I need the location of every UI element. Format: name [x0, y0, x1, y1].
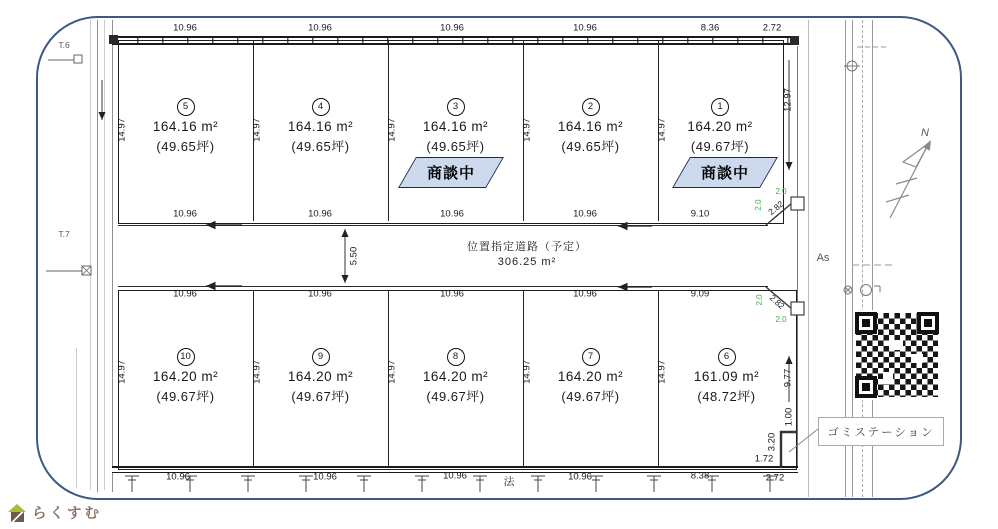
dim-label: 10.96: [440, 208, 464, 220]
dim-label: 8.38: [690, 470, 710, 482]
dim-label: 10.96: [313, 471, 337, 483]
plot-number: 5: [177, 98, 195, 116]
left-road-line: [112, 20, 113, 492]
north-label: N: [921, 127, 929, 139]
dim-label: 10.96: [308, 208, 332, 220]
plot-8: [388, 290, 523, 468]
dim-label: 9.09: [690, 288, 710, 300]
plot-tsubo: (49.67坪): [561, 389, 620, 404]
left-road-line: [90, 20, 91, 490]
dim-label: 2.0: [755, 294, 764, 306]
plot-area: 164.20 m²: [287, 369, 354, 384]
dim-label: 2.72: [762, 22, 782, 34]
right-road-line: [808, 20, 809, 497]
dim-label: 9.77: [782, 368, 794, 388]
dim-label: 14.97: [251, 360, 263, 384]
plot-number: 1: [711, 98, 729, 116]
road-width-dim: 5.50: [348, 246, 360, 266]
plot-tsubo: (49.65坪): [561, 139, 620, 154]
plot-number: 6: [718, 348, 736, 366]
plot-3: [388, 40, 523, 222]
dim-label: 10.96: [568, 471, 592, 483]
left-road-line: [97, 20, 98, 492]
plot-area: 164.16 m²: [557, 119, 624, 134]
dim-label: 2.0: [775, 187, 787, 196]
plot-area: 164.20 m²: [422, 369, 489, 384]
dim-label: 10.96: [173, 288, 197, 300]
negotiating-badge-plot-1: [672, 157, 778, 188]
road-south-edge: [118, 286, 768, 287]
negotiating-badge-plot-3: [398, 157, 504, 188]
dim-label: 2.82: [767, 292, 787, 312]
plot-area: 164.16 m²: [287, 119, 354, 134]
plot-number: 8: [447, 348, 465, 366]
qr-finder-icon: [855, 312, 877, 334]
plot-tsubo: (49.67坪): [690, 139, 750, 154]
plot-tsubo: (49.65坪): [156, 139, 215, 154]
plot-number: 4: [312, 98, 330, 116]
plot-area: 164.20 m²: [687, 119, 753, 134]
dim-label: 10.96: [443, 470, 467, 482]
brand-logo: [8, 502, 102, 523]
dim-label: 10.96: [166, 471, 190, 483]
plot-1: [658, 40, 782, 222]
benchmark-t7-label: T.7: [58, 229, 70, 239]
dim-label: 14.97: [521, 118, 533, 142]
road-surface-label: As: [816, 252, 830, 264]
dim-label: 2.0: [754, 199, 763, 211]
dim-label: 14.97: [251, 118, 263, 142]
left-road-line: [104, 20, 105, 490]
dim-label: 10.96: [440, 22, 464, 34]
dim-label: 14.97: [521, 360, 533, 384]
plot-area: 164.20 m²: [152, 369, 219, 384]
dim-label: 14.97: [386, 360, 398, 384]
road-north-edge: [118, 225, 768, 226]
plot-2: [523, 40, 658, 222]
brand-name: らくすむ: [32, 506, 102, 522]
dim-label: 14.97: [116, 118, 128, 142]
road-area-label: 306.25 m²: [497, 256, 557, 268]
plot-tsubo: (48.72坪): [697, 389, 756, 404]
dim-label: 10.96: [308, 22, 332, 34]
plot-area: 161.09 m²: [693, 369, 760, 384]
dim-label: 14.97: [656, 360, 668, 384]
dim-label: 10.96: [573, 22, 597, 34]
plot-tsubo: (49.67坪): [291, 389, 350, 404]
dim-label: 10.96: [573, 288, 597, 300]
qr-code: [853, 310, 941, 400]
plot-tsubo: (49.67坪): [426, 389, 485, 404]
plot-5: [118, 40, 253, 222]
dim-label: 2.82: [766, 198, 786, 217]
east-boundary-line: [797, 46, 798, 467]
plot-number: 2: [582, 98, 600, 116]
plot-number: 7: [582, 348, 600, 366]
qr-finder-icon: [855, 376, 877, 398]
dim-label: 10.96: [440, 288, 464, 300]
garbage-station-callout: [818, 417, 944, 446]
slope-mark: 法: [503, 476, 515, 488]
left-road-line: [76, 348, 77, 488]
negotiating-label: 商談中: [700, 165, 749, 182]
dim-label: 10.96: [573, 208, 597, 220]
plot-tsubo: (49.65坪): [426, 139, 485, 154]
dim-label: 1.72: [754, 453, 774, 465]
plot-4: [253, 40, 388, 222]
dim-label: 8.36: [700, 22, 720, 34]
plot-tsubo: (49.65坪): [291, 139, 350, 154]
dim-label: 9.10: [690, 208, 710, 220]
dim-label: 12.97: [782, 88, 794, 112]
plot-7: [523, 290, 658, 468]
dim-label: 1.00: [783, 407, 795, 427]
qr-finder-icon: [917, 312, 939, 334]
dim-label: 10.96: [308, 288, 332, 300]
dim-label: 2.0: [775, 315, 787, 324]
dim-label: 3.20: [766, 432, 778, 452]
dim-label: 14.97: [656, 118, 668, 142]
dim-label: 10.96: [173, 208, 197, 220]
negotiating-label: 商談中: [426, 165, 475, 182]
dim-label: 14.97: [116, 360, 128, 384]
plot-number: 9: [312, 348, 330, 366]
plot-number: 3: [447, 98, 465, 116]
road-name-label: 位置指定道路（予定）: [467, 241, 587, 253]
garbage-station-label: ゴミステーション: [827, 426, 935, 439]
plot-area: 164.20 m²: [557, 369, 624, 384]
benchmark-t6-label: T.6: [58, 40, 70, 50]
dim-label: 2.72: [765, 472, 785, 484]
plot-number: 10: [177, 348, 195, 366]
house-icon: [8, 504, 26, 522]
dim-label: 14.97: [386, 118, 398, 142]
plot-10: [118, 290, 253, 468]
plot-area: 164.16 m²: [422, 119, 489, 134]
plot-area: 164.16 m²: [152, 119, 219, 134]
dim-label: 10.96: [173, 22, 197, 34]
plot-9: [253, 290, 388, 468]
plot-tsubo: (49.67坪): [156, 389, 215, 404]
